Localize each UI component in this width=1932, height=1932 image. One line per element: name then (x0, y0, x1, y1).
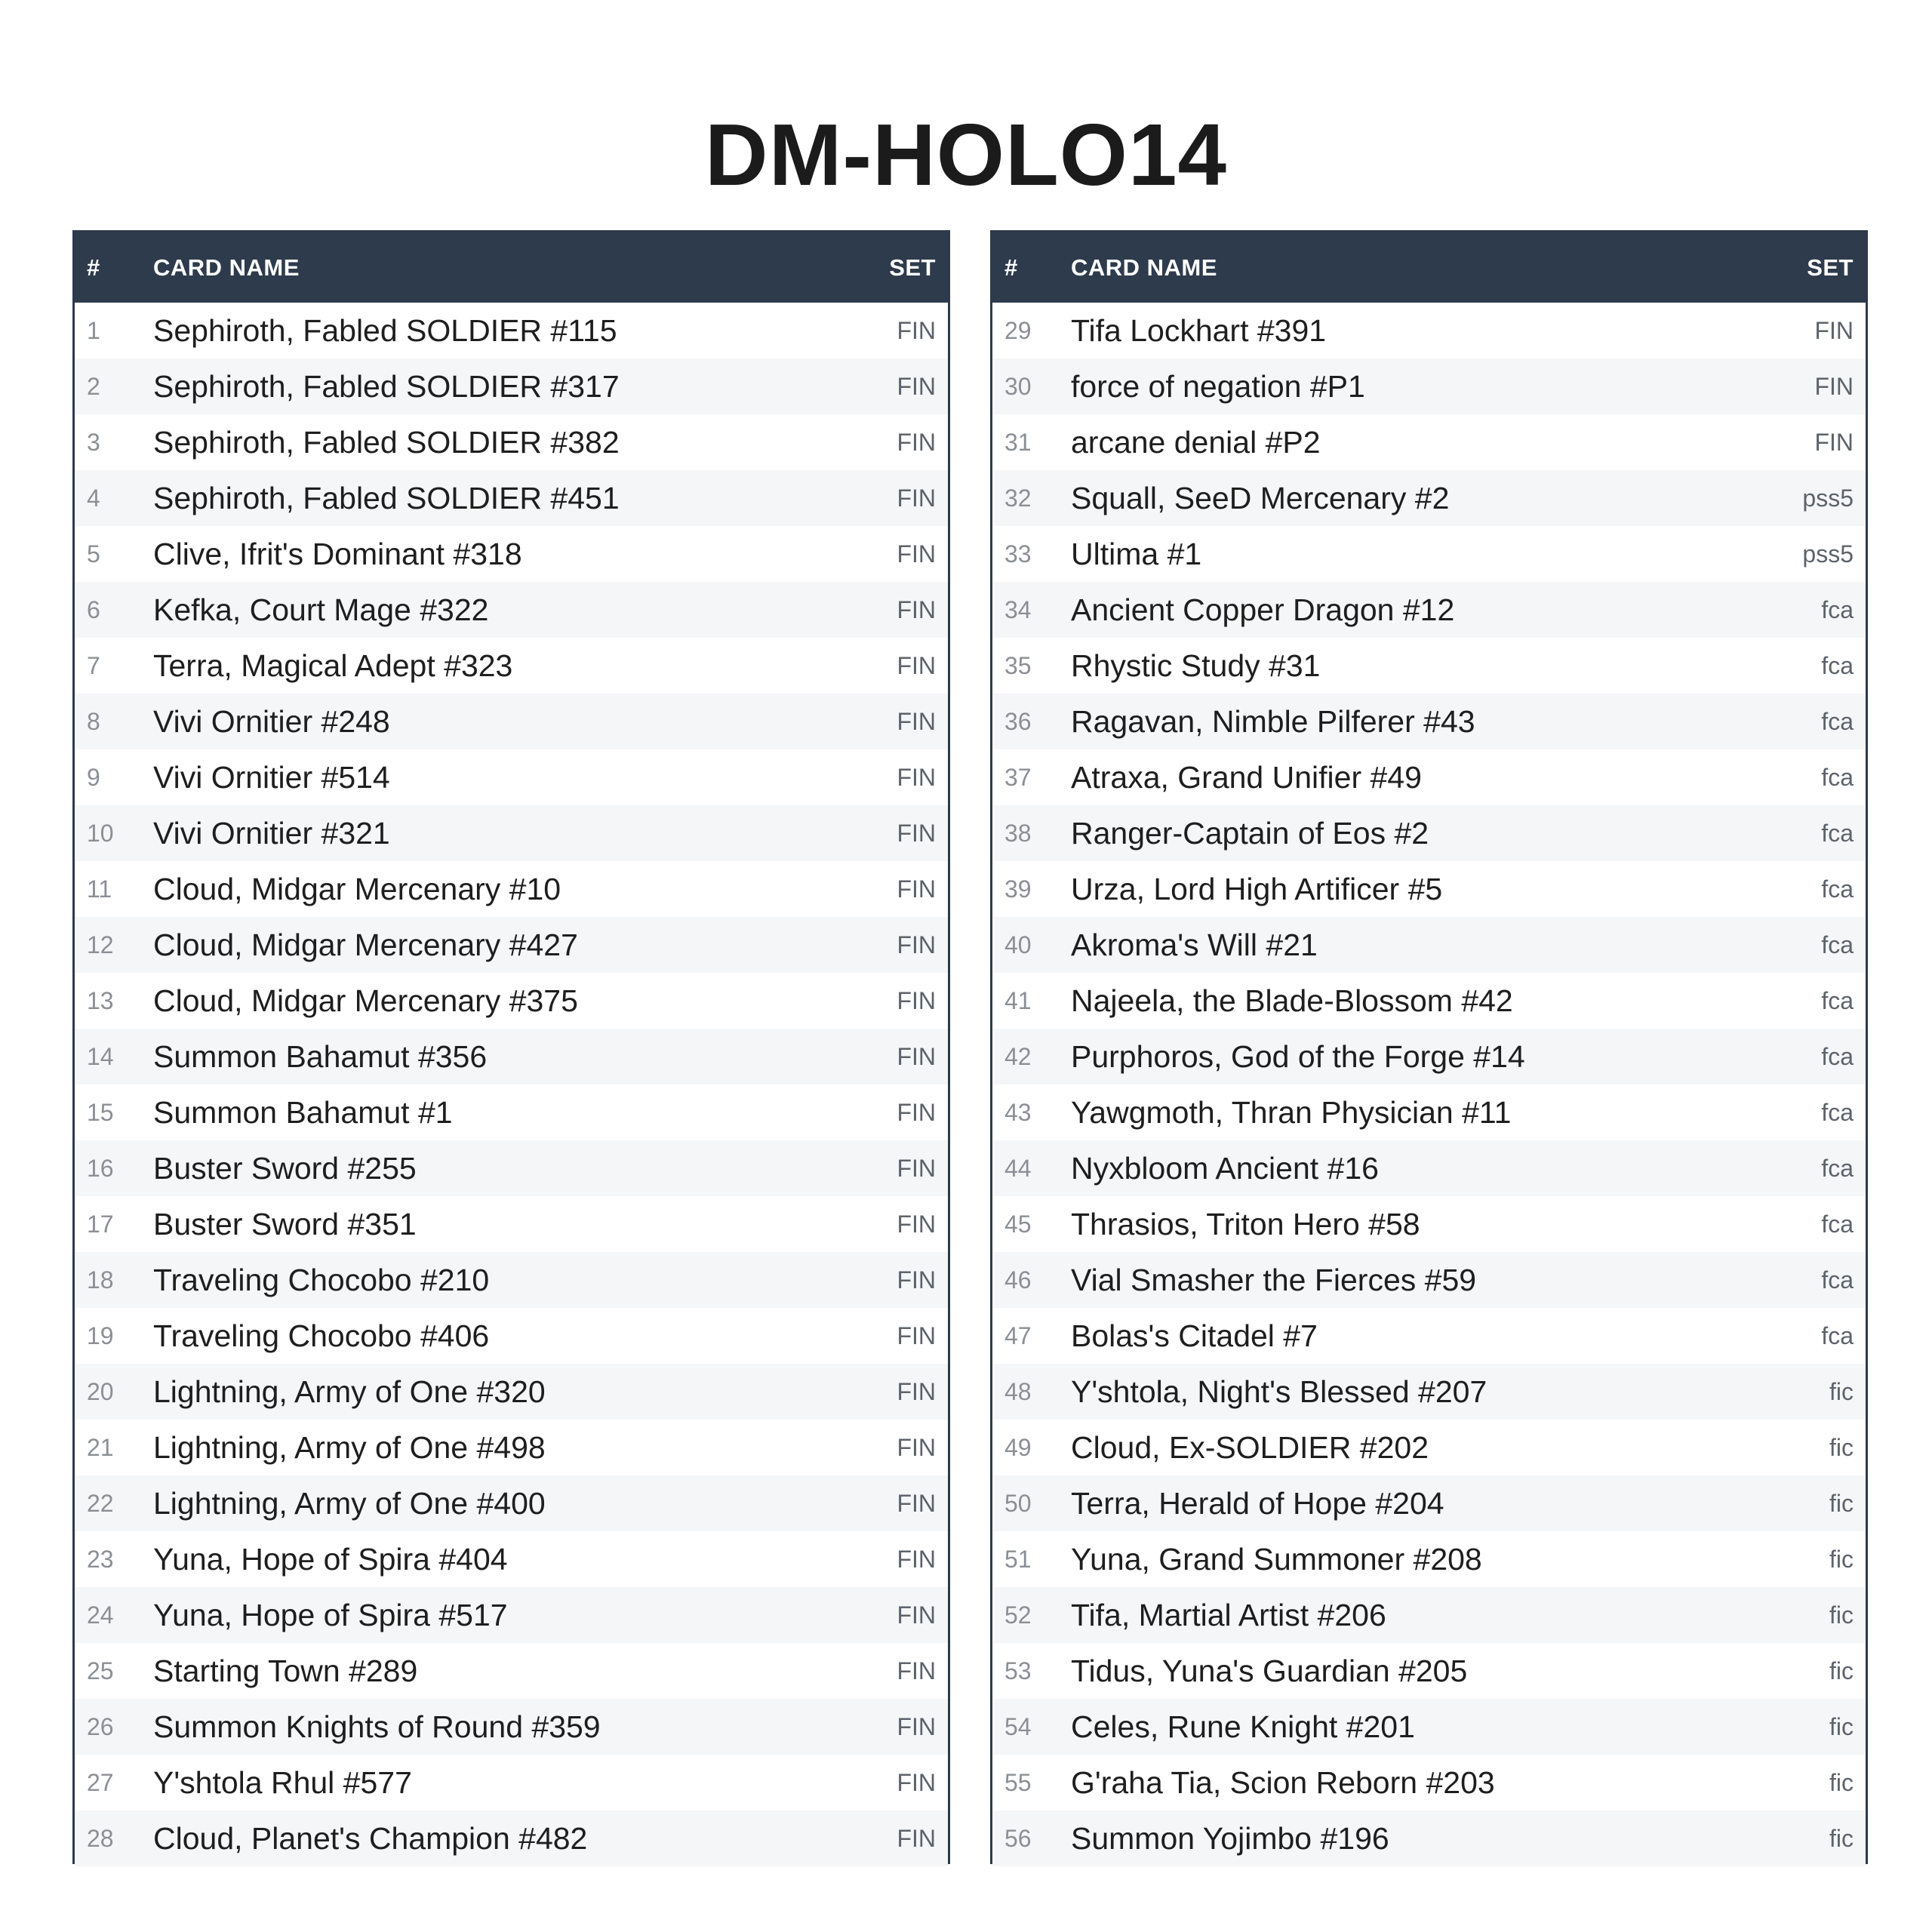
card-name: Tifa Lockhart #391 (1071, 312, 1327, 348)
table-row (992, 1420, 1866, 1475)
card-name: Sephiroth, Fabled SOLDIER #115 (153, 312, 617, 348)
card-name: Terra, Herald of Hope #204 (1071, 1485, 1444, 1521)
set-code: FIN (1814, 316, 1854, 344)
table-row (75, 1587, 948, 1643)
table-row (992, 1252, 1866, 1308)
row-number: 19 (87, 1321, 114, 1349)
table-row (992, 1475, 1866, 1531)
card-name: Vivi Ornitier #248 (153, 703, 390, 739)
table-row (992, 973, 1866, 1029)
card-name: Nyxbloom Ancient #16 (1071, 1150, 1379, 1186)
card-table-right (990, 230, 1868, 1864)
card-name: Ragavan, Nimble Pilferer #43 (1071, 703, 1475, 739)
table-body (75, 303, 948, 1866)
table-row (992, 303, 1866, 358)
set-code: pss5 (1802, 540, 1854, 568)
row-number: 47 (1004, 1321, 1032, 1349)
set-code: FIN (897, 763, 936, 791)
table-row (75, 973, 948, 1029)
row-number: 23 (87, 1545, 114, 1573)
set-code: fic (1829, 1377, 1854, 1405)
table-row (75, 1029, 948, 1084)
set-code: FIN (897, 1266, 936, 1294)
row-number: 37 (1004, 763, 1032, 791)
set-code: fca (1821, 875, 1854, 903)
table-row (992, 1364, 1866, 1420)
card-name: Yuna, Hope of Spira #404 (153, 1541, 508, 1577)
table-body (992, 303, 1866, 1866)
set-code: FIN (897, 1042, 936, 1070)
table-row (992, 861, 1866, 917)
set-code: fca (1821, 1098, 1854, 1126)
row-number: 32 (1004, 484, 1032, 512)
row-number: 52 (1004, 1601, 1032, 1629)
card-name: Lightning, Army of One #498 (153, 1429, 546, 1465)
set-code: fic (1829, 1824, 1854, 1852)
card-name: Traveling Chocobo #406 (153, 1318, 490, 1353)
set-code: FIN (897, 1768, 936, 1796)
set-code: fca (1821, 1321, 1854, 1349)
set-code: FIN (897, 707, 936, 735)
card-name: Traveling Chocobo #210 (153, 1262, 490, 1297)
card-name: Clive, Ifrit's Dominant #318 (153, 536, 522, 571)
card-name: Cloud, Ex-SOLDIER #202 (1071, 1429, 1429, 1465)
card-name: Atraxa, Grand Unifier #49 (1071, 759, 1422, 795)
set-code: fic (1829, 1601, 1854, 1629)
card-name: Cloud, Midgar Mercenary #10 (153, 871, 561, 906)
card-name: Cloud, Midgar Mercenary #375 (153, 983, 578, 1018)
row-number: 33 (1004, 540, 1032, 568)
set-code: fca (1821, 931, 1854, 958)
card-name: Summon Yojimbo #196 (1071, 1820, 1389, 1856)
row-number: 45 (1004, 1210, 1032, 1238)
table-row (992, 582, 1866, 638)
row-number: 15 (87, 1098, 114, 1126)
set-code: FIN (897, 1545, 936, 1573)
card-name: Akroma's Will #21 (1071, 927, 1318, 962)
row-number: 53 (1004, 1657, 1032, 1684)
set-code: FIN (897, 1712, 936, 1740)
set-code: fca (1821, 1154, 1854, 1182)
card-name: Tidus, Yuna's Guardian #205 (1071, 1653, 1468, 1688)
table-row (75, 470, 948, 526)
card-name: Thrasios, Triton Hero #58 (1071, 1206, 1420, 1241)
row-number: 43 (1004, 1098, 1032, 1126)
row-number: 39 (1004, 875, 1032, 903)
header-set: SET (889, 254, 936, 281)
table-header (992, 232, 1866, 303)
table-row (75, 1252, 948, 1308)
header-number: # (87, 254, 100, 281)
set-code: fic (1829, 1433, 1854, 1461)
row-number: 31 (1004, 428, 1032, 456)
table-row (75, 749, 948, 805)
set-code: FIN (897, 1489, 936, 1517)
set-code: FIN (897, 1154, 936, 1182)
set-code: fca (1821, 595, 1854, 623)
set-code: fca (1821, 1042, 1854, 1070)
card-name: Purphoros, God of the Forge #14 (1071, 1038, 1525, 1074)
row-number: 14 (87, 1042, 114, 1070)
card-name: Ancient Copper Dragon #12 (1071, 592, 1455, 627)
card-name: G'raha Tia, Scion Reborn #203 (1071, 1764, 1495, 1800)
table-row (75, 861, 948, 917)
card-name: Sephiroth, Fabled SOLDIER #451 (153, 480, 620, 515)
table-row (75, 1531, 948, 1587)
table-row (992, 1755, 1866, 1810)
set-code: fca (1821, 1266, 1854, 1294)
table-row (75, 1420, 948, 1475)
set-code: fca (1821, 1210, 1854, 1238)
header-card-name: CARD NAME (153, 254, 300, 281)
set-code: FIN (897, 484, 936, 512)
card-name: Squall, SeeD Mercenary #2 (1071, 480, 1450, 515)
table-row (992, 805, 1866, 861)
table-row (992, 694, 1866, 749)
card-name: Vivi Ornitier #514 (153, 759, 390, 795)
table-row (992, 1643, 1866, 1699)
card-name: Yuna, Grand Summoner #208 (1071, 1541, 1482, 1577)
row-number: 21 (87, 1433, 114, 1461)
set-code: pss5 (1802, 484, 1854, 512)
card-name: Lightning, Army of One #320 (153, 1374, 546, 1409)
set-code: FIN (897, 819, 936, 847)
row-number: 30 (1004, 372, 1032, 400)
row-number: 35 (1004, 651, 1032, 679)
card-table-left (72, 230, 950, 1864)
card-name: Summon Bahamut #356 (153, 1038, 488, 1074)
set-code: FIN (897, 372, 936, 400)
row-number: 56 (1004, 1824, 1032, 1852)
table-row (992, 1196, 1866, 1252)
table-row (992, 1587, 1866, 1643)
table-row (75, 414, 948, 470)
row-number: 8 (87, 707, 100, 735)
set-code: FIN (897, 1657, 936, 1684)
row-number: 50 (1004, 1489, 1032, 1517)
row-number: 54 (1004, 1712, 1032, 1740)
set-code: fic (1829, 1657, 1854, 1684)
table-header (75, 232, 948, 303)
card-name: Urza, Lord High Artificer #5 (1071, 871, 1443, 906)
row-number: 34 (1004, 595, 1032, 623)
row-number: 20 (87, 1377, 114, 1405)
table-row (75, 303, 948, 358)
table-row (75, 1475, 948, 1531)
table-row (75, 1140, 948, 1196)
row-number: 11 (87, 875, 112, 903)
table-row (75, 1810, 948, 1866)
row-number: 44 (1004, 1154, 1032, 1182)
table-row (75, 1308, 948, 1364)
set-code: fic (1829, 1489, 1854, 1517)
row-number: 51 (1004, 1545, 1032, 1573)
card-name: Vial Smasher the Fierces #59 (1071, 1262, 1477, 1297)
table-row (75, 1755, 948, 1810)
card-name: Yawgmoth, Thran Physician #11 (1071, 1094, 1512, 1130)
row-number: 6 (87, 595, 100, 623)
set-code: FIN (897, 1210, 936, 1238)
row-number: 4 (87, 484, 100, 512)
table-row (992, 749, 1866, 805)
set-code: FIN (897, 1098, 936, 1126)
table-row (75, 582, 948, 638)
table-row (992, 358, 1866, 414)
row-number: 26 (87, 1712, 114, 1740)
card-name: Buster Sword #351 (153, 1206, 417, 1241)
header-number: # (1004, 254, 1018, 281)
table-row (992, 1029, 1866, 1084)
row-number: 24 (87, 1601, 114, 1629)
set-code: FIN (897, 1321, 936, 1349)
set-code: FIN (897, 1377, 936, 1405)
row-number: 55 (1004, 1768, 1032, 1796)
table-row (75, 638, 948, 694)
header-set: SET (1807, 254, 1854, 281)
card-name: Lightning, Army of One #400 (153, 1485, 546, 1521)
set-code: fic (1829, 1712, 1854, 1740)
set-code: FIN (897, 428, 936, 456)
card-name: Cloud, Midgar Mercenary #427 (153, 927, 578, 962)
row-number: 41 (1004, 986, 1032, 1014)
set-code: FIN (897, 540, 936, 568)
card-name: Ultima #1 (1071, 536, 1202, 571)
table-row (75, 1643, 948, 1699)
row-number: 2 (87, 372, 100, 400)
card-name: Vivi Ornitier #321 (153, 815, 390, 851)
page-title: DM-HOLO14 (704, 106, 1228, 204)
table-row (992, 1140, 1866, 1196)
set-code: FIN (897, 651, 936, 679)
set-code: FIN (897, 1824, 936, 1852)
table-row (75, 805, 948, 861)
row-number: 7 (87, 651, 100, 679)
card-name: Starting Town #289 (153, 1653, 418, 1688)
set-code: fca (1821, 986, 1854, 1014)
row-number: 17 (87, 1210, 114, 1238)
set-code: fca (1821, 651, 1854, 679)
row-number: 16 (87, 1154, 114, 1182)
table-row (992, 414, 1866, 470)
row-number: 1 (87, 316, 100, 344)
row-number: 40 (1004, 931, 1032, 958)
table-row (75, 1699, 948, 1755)
set-code: fca (1821, 707, 1854, 735)
set-code: FIN (897, 986, 936, 1014)
row-number: 5 (87, 540, 100, 568)
card-name: Ranger-Captain of Eos #2 (1071, 815, 1429, 851)
row-number: 38 (1004, 819, 1032, 847)
row-number: 48 (1004, 1377, 1032, 1405)
card-name: force of negation #P1 (1071, 368, 1365, 404)
table-row (75, 694, 948, 749)
card-name: Terra, Magical Adept #323 (153, 648, 513, 683)
card-name: Y'shtola Rhul #577 (153, 1764, 412, 1800)
set-code: fic (1829, 1545, 1854, 1573)
row-number: 49 (1004, 1433, 1032, 1461)
card-name: Celes, Rune Knight #201 (1071, 1709, 1415, 1744)
row-number: 9 (87, 763, 100, 791)
set-code: FIN (897, 875, 936, 903)
card-name: Sephiroth, Fabled SOLDIER #317 (153, 368, 620, 404)
card-name: Kefka, Court Mage #322 (153, 592, 489, 627)
set-code: FIN (1814, 428, 1854, 456)
row-number: 27 (87, 1768, 114, 1796)
table-row (992, 917, 1866, 973)
card-name: arcane denial #P2 (1071, 424, 1321, 460)
table-row (75, 526, 948, 582)
set-code: FIN (897, 316, 936, 344)
table-row (992, 1699, 1866, 1755)
set-code: FIN (897, 931, 936, 958)
table-row (75, 917, 948, 973)
set-code: FIN (1814, 372, 1854, 400)
table-row (75, 1196, 948, 1252)
table-row (992, 526, 1866, 582)
row-number: 22 (87, 1489, 114, 1517)
table-row (992, 638, 1866, 694)
card-name: Cloud, Planet's Champion #482 (153, 1820, 588, 1856)
row-number: 12 (87, 931, 114, 958)
table-row (992, 1810, 1866, 1866)
card-name: Sephiroth, Fabled SOLDIER #382 (153, 424, 620, 460)
row-number: 36 (1004, 707, 1032, 735)
card-name: Rhystic Study #31 (1071, 648, 1321, 683)
table-row (992, 1531, 1866, 1587)
row-number: 29 (1004, 316, 1032, 344)
row-number: 18 (87, 1266, 114, 1294)
card-name: Summon Bahamut #1 (153, 1094, 453, 1130)
row-number: 42 (1004, 1042, 1032, 1070)
card-name: Y'shtola, Night's Blessed #207 (1071, 1374, 1487, 1409)
set-code: fca (1821, 763, 1854, 791)
card-name: Najeela, the Blade-Blossom #42 (1071, 983, 1513, 1018)
header-card-name: CARD NAME (1071, 254, 1217, 281)
table-row (75, 358, 948, 414)
table-row (992, 470, 1866, 526)
row-number: 13 (87, 986, 114, 1014)
table-row (75, 1084, 948, 1140)
set-code: fic (1829, 1768, 1854, 1796)
table-row (992, 1084, 1866, 1140)
row-number: 28 (87, 1824, 114, 1852)
row-number: 25 (87, 1657, 114, 1684)
set-code: fca (1821, 819, 1854, 847)
row-number: 46 (1004, 1266, 1032, 1294)
card-name: Yuna, Hope of Spira #517 (153, 1597, 508, 1632)
table-row (992, 1308, 1866, 1364)
row-number: 10 (87, 819, 114, 847)
card-name: Bolas's Citadel #7 (1071, 1318, 1318, 1353)
card-name: Buster Sword #255 (153, 1150, 417, 1186)
card-name: Tifa, Martial Artist #206 (1071, 1597, 1386, 1632)
table-row (75, 1364, 948, 1420)
card-name: Summon Knights of Round #359 (153, 1709, 601, 1744)
set-code: FIN (897, 1433, 936, 1461)
set-code: FIN (897, 595, 936, 623)
row-number: 3 (87, 428, 100, 456)
set-code: FIN (897, 1601, 936, 1629)
